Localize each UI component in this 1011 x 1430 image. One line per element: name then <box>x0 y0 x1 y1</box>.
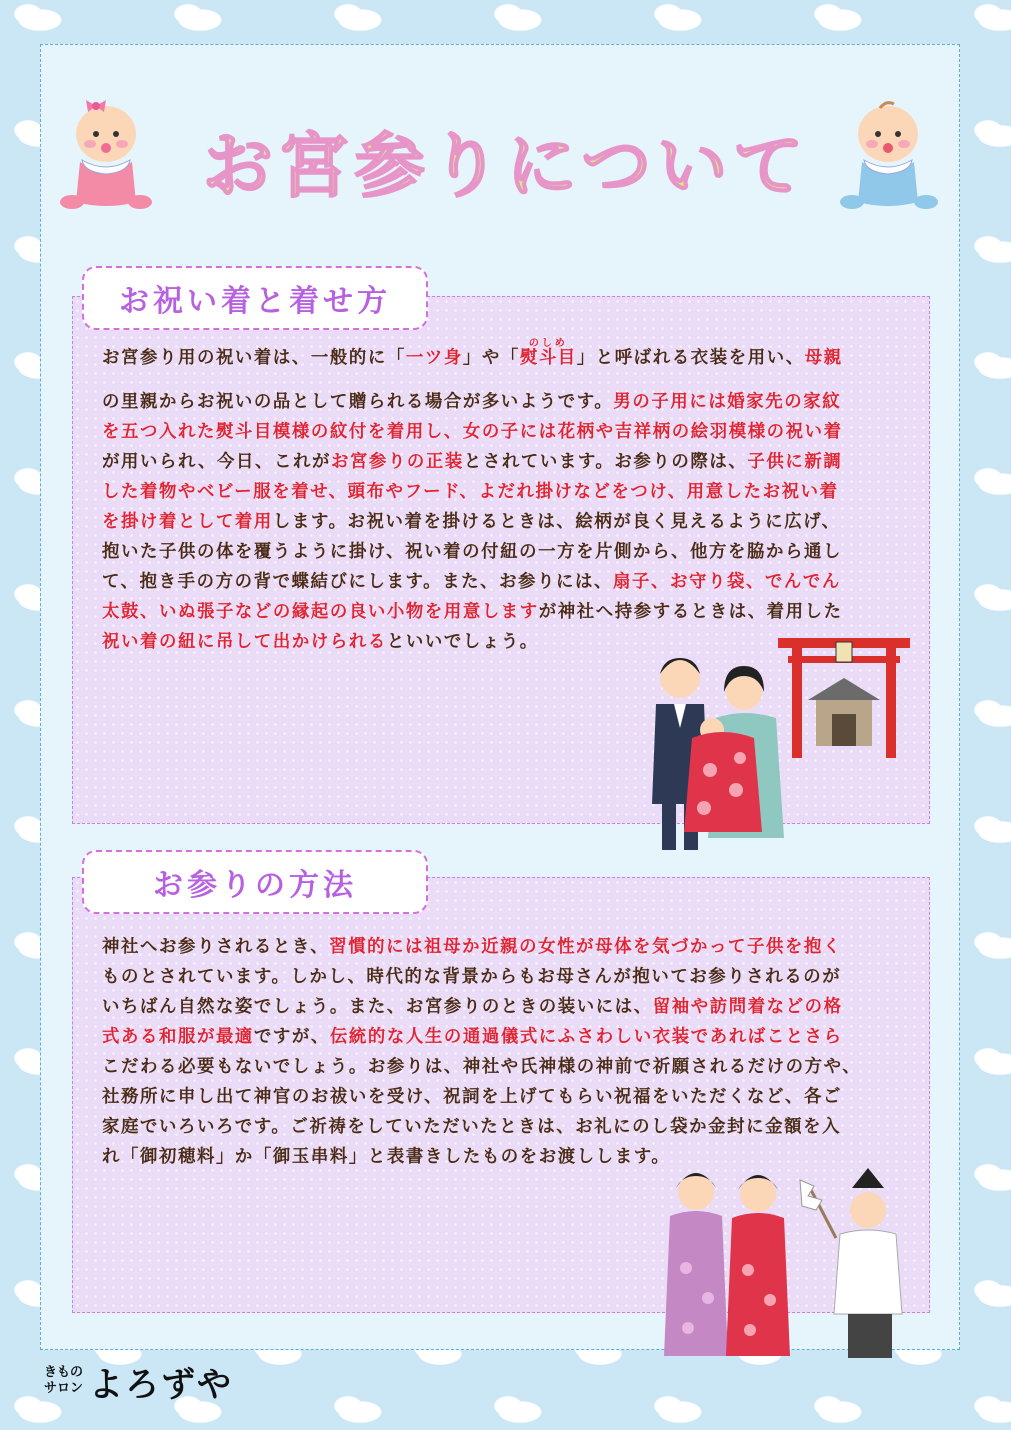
highlighted-text: 女の子には花柄や吉祥柄の絵羽模様の祝い着 <box>462 422 843 442</box>
text-line <box>102 537 902 567</box>
baby-boy-illustration <box>840 98 940 218</box>
text-line <box>102 597 902 627</box>
text-line <box>102 962 902 992</box>
highlighted-text: 太鼓、いぬ張子などの縁起の良い小物を用意します <box>102 602 539 622</box>
baby-girl-illustration <box>60 98 152 218</box>
text-line <box>102 932 902 962</box>
text-segment: とされています。お参りの際は、 <box>463 452 748 472</box>
page-title: お宮参りについて <box>202 125 810 207</box>
visit-people-illustration <box>660 1168 930 1362</box>
text-segment: が神社へ持参するときは、着用した <box>538 602 843 622</box>
family-shrine-illustration <box>640 630 920 860</box>
text-segment: 家庭でいろいろです。ご祈祷をしていただいたときは、お礼にのし袋か金封に金額を入 <box>102 1117 842 1137</box>
highlighted-text: 祝い着の紐に吊して出かけられる <box>102 632 387 652</box>
text-segment: 」と呼ばれる衣装を用い、 <box>576 348 805 368</box>
text-line <box>102 417 902 447</box>
text-line <box>102 507 902 537</box>
highlighted-text: 母親 <box>804 348 843 368</box>
highlighted-text: 男の子用には婚家先の家紋 <box>613 392 842 412</box>
highlighted-text: 一ツ身 <box>405 348 463 368</box>
highlighted-text: 子供に新調 <box>747 452 843 472</box>
highlighted-text: 留袖や訪問着などの格 <box>652 997 843 1017</box>
text-line <box>102 447 902 477</box>
text-line <box>102 1052 902 1082</box>
highlighted-text: 熨斗目 <box>519 348 577 368</box>
highlighted-text: 伝統的な人生の通過儀式にふさわしい衣装であればことさら <box>329 1027 843 1047</box>
text-segment: お宮参り用の祝い着は、一般的に「 <box>102 348 406 368</box>
text-segment: が用いられ、今日、これが <box>102 452 331 472</box>
logo-subtitle-bottom: サロン <box>44 1381 84 1396</box>
text-segment: れ「御初穂料」か「御玉串料」と表書きしたものをお渡しします。 <box>102 1147 671 1167</box>
text-line <box>102 1082 902 1112</box>
text-line <box>102 387 902 417</box>
section-heading-visit: お参りの方法 <box>82 850 428 914</box>
text-line <box>102 992 902 1022</box>
section-heading-kimono: お祝い着と着せ方 <box>82 266 428 330</box>
text-segment: 神社へお参りされるとき、 <box>102 937 330 957</box>
highlighted-text: を五つ入れた熨斗目模様の紋付を着用し、 <box>102 422 463 442</box>
highlighted-text: お宮参りの正装 <box>330 452 464 472</box>
text-line <box>102 567 902 597</box>
text-segment: 抱いた子供の体を覆うように掛け、祝い着の付紐の一方を片側から、他方を脇から通し <box>102 542 842 562</box>
highlighted-text: 習慣的には祖母か近親の女性が母体を気づかって子供を抱く <box>329 937 842 957</box>
text-line <box>102 477 902 507</box>
text-segment: こだわる必要もないでしょう。お参りは、神社や氏神様の神前で祈願されるだけの方や、 <box>102 1057 862 1077</box>
section-body-visit <box>102 932 902 1172</box>
text-segment: といいでしょう。 <box>386 632 539 652</box>
ruby-annotated-word <box>519 338 577 373</box>
logo-subtitle <box>44 1365 83 1397</box>
text-segment: ものとされています。しかし、時代的な背景からもお母さんが抱いてお参りされるのが <box>102 967 842 987</box>
text-line <box>102 1112 902 1142</box>
logo-name: よろずや <box>89 1364 234 1405</box>
highlighted-text: した着物やベビー服を着せ、頭布やフード、よだれ掛けなどをつけ、用意したお祝い着 <box>102 482 839 502</box>
text-segment: て、抱き手の方の背で蝶結びにします。また、お参りには、 <box>102 572 614 592</box>
text-line <box>102 1022 902 1052</box>
text-segment: 」や「 <box>462 348 520 368</box>
text-segment: 社務所に申し出て神官のお祓いを受け、祝詞を上げてもらい祝福をいただくなど、各ご <box>102 1087 842 1107</box>
section-body-kimono <box>102 338 902 657</box>
ruby-reading: のしめ <box>528 338 568 349</box>
text-segment: の里親からお祝いの品として贈られる場合が多いようです。 <box>102 392 614 412</box>
text-segment: します。お祝い着を掛けるときは、絵柄が良く見えるように広げ、 <box>272 512 841 532</box>
text-line <box>102 338 902 373</box>
highlighted-text: 式ある和服が最適 <box>102 1027 254 1047</box>
text-segment: ですが、 <box>253 1027 330 1047</box>
highlighted-text: を掛け着として着用 <box>102 512 273 532</box>
title-area <box>0 98 1011 208</box>
brand-logo <box>44 1356 233 1406</box>
logo-subtitle-top: きもの <box>44 1365 84 1380</box>
text-segment: いちばん自然な姿でしょう。また、お宮参りのときの装いには、 <box>102 997 653 1017</box>
highlighted-text: 扇子、お守り袋、でんでん <box>613 572 841 592</box>
